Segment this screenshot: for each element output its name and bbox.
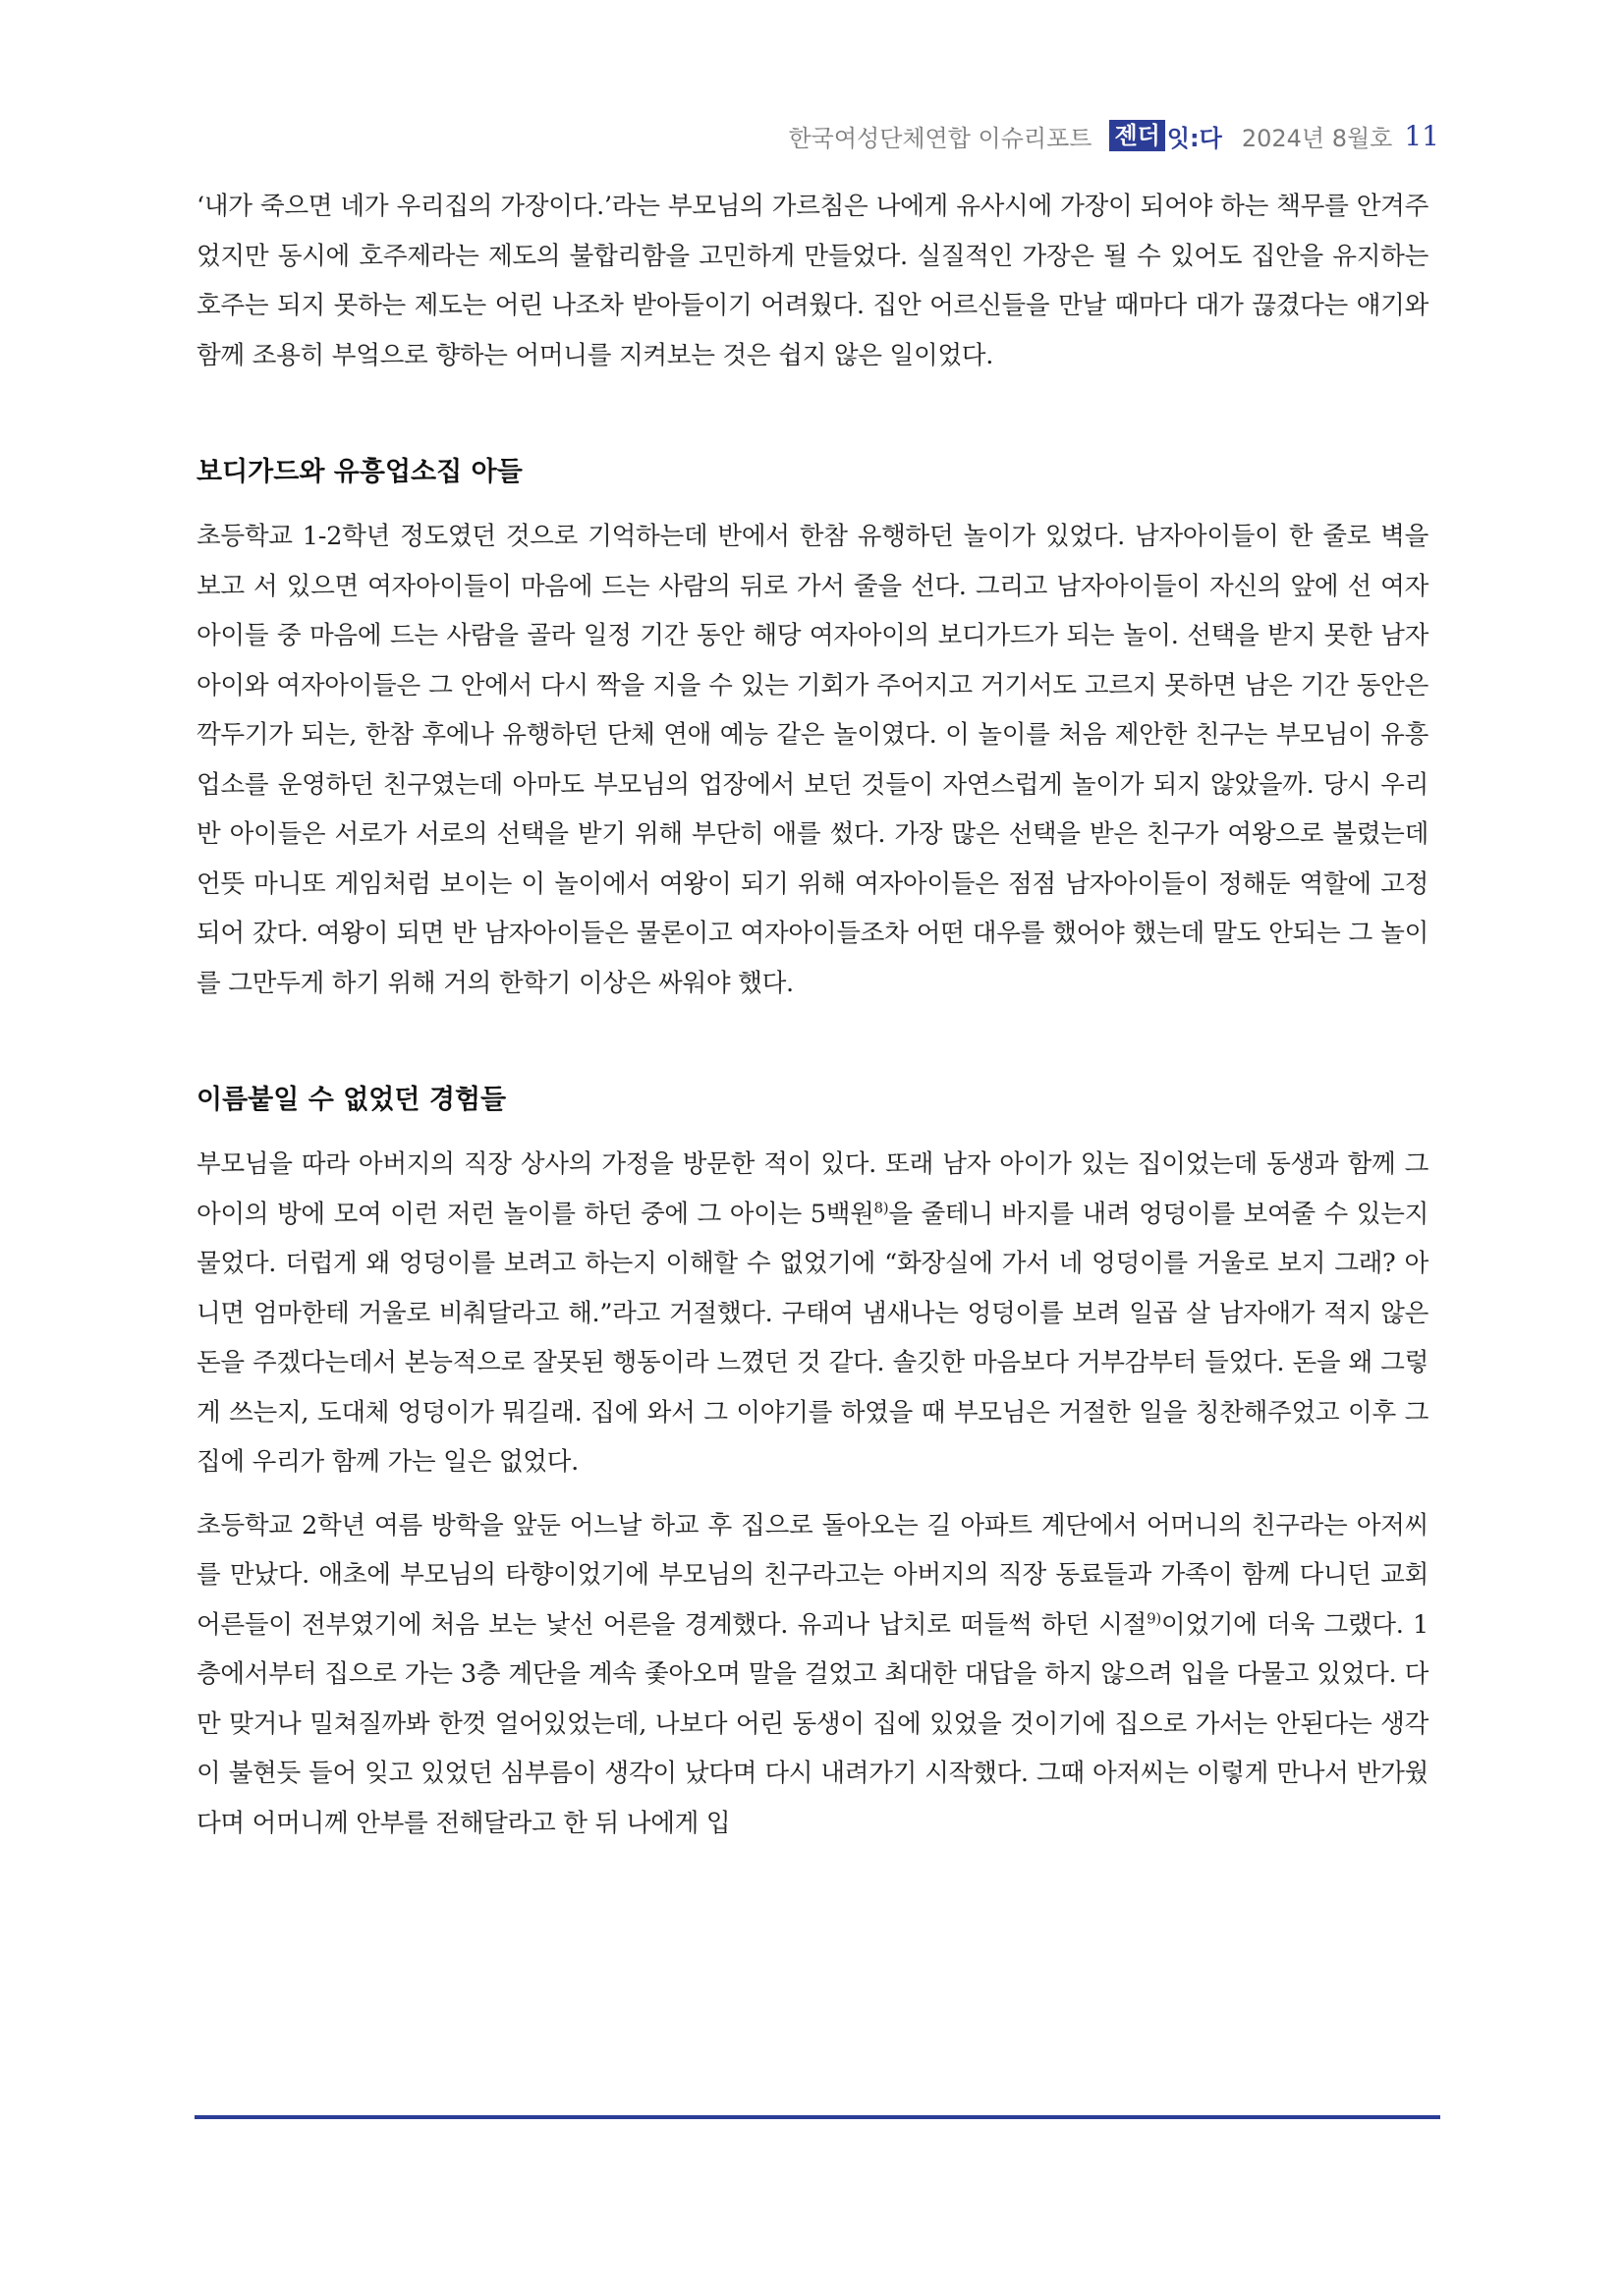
section-heading-bodyguard: 보디가드와 유흥업소집 아들 xyxy=(196,457,523,487)
article-body xyxy=(196,182,1428,1848)
brand-logo xyxy=(1109,119,1221,153)
paragraph-spacer xyxy=(196,1487,1428,1501)
footnote-ref-8[interactable]: 8) xyxy=(873,1198,889,1216)
heading-spacer xyxy=(196,1125,1428,1140)
page-header xyxy=(788,110,1439,161)
section-spacer xyxy=(196,380,1428,448)
issue-date: 2024년 8월호 xyxy=(1241,124,1393,152)
heading-spacer xyxy=(196,497,1428,512)
intro-paragraph: ‘내가 죽으면 네가 우리집의 가장이다.’라는 부모님의 가르침은 나에게 유사시에 가장이 되어야 하는 책무를 안겨주었지만 동시에 호주제라는 제도의 불합리함을 고민하게 만들었다. 실질적인 가장은 될 수 있어도 집안을 유지하는 호주는 되지 못하는 제도는 어린 나조차 받아들이기 어려웠다. 집안 어르신들을 만날 때마다 대가 끊겼다는 얘기와 함께 조용히 부엌으로 향하는 어머니를 지켜보는 것은 쉽지 않은 일이었다. xyxy=(196,192,1428,370)
paragraph-text: 초등학교 2학년 여름 방학을 앞둔 어느날 하교 후 집으로 돌아오는 길 아파트 계단에서 어머니의 친구라는 아저씨를 만났다. 애초에 부모님의 타향이었기에 부모님의 친구라고는 아버지의 직장 동료들과 가족이 함께 다니던 교회 어른들이 전부였기에 처음 보는 낯선 어른을 경계했다. 유괴나 납치로 떠들썩 하던 시절 xyxy=(196,1510,1428,1640)
paragraph-text: 이었기에 더욱 그랬다. 1층에서부터 집으로 가는 3층 계단을 계속 좇아오며 말을 걸었고 최대한 대답을 하지 않으려 입을 다물고 있었다. 다만 맞거나 밀쳐질까봐 한껏 얼어있었는데, 나보다 어린 동생이 집에 있었을 것이기에 집으로 가서는 안된다는 생각이 불현듯 들어 잊고 있었던 심부름이 생각이 났다며 다시 내려가기 시작했다. 그때 아저씨는 이렇게 만나서 반가웠다며 어머니께 안부를 전해달라고 한 뒤 나에게 입 xyxy=(196,1609,1429,1838)
brand-logo-box: 젠더 xyxy=(1109,120,1164,151)
section-heading-unnamed-experiences: 이름붙일 수 없었던 경험들 xyxy=(196,1085,507,1115)
paragraph-text: 부모님을 따라 아버지의 직장 상사의 가정을 방문한 적이 있다. 또래 남자 아이가 있는 집이었는데 동생과 함께 그 아이의 방에 모여 이런 저런 놀이를 하던 중에 그 아이는 5백원 xyxy=(196,1149,1428,1229)
experience-paragraph-1 xyxy=(196,1140,1428,1487)
header-organization: 한국여성단체연합 이슈리포트 xyxy=(788,124,1092,152)
brand-logo-text: 잇:다 xyxy=(1166,124,1222,152)
footer-divider xyxy=(195,2115,1440,2119)
section-spacer xyxy=(196,1008,1428,1076)
footnote-ref-9[interactable]: 9) xyxy=(1147,1608,1161,1627)
bodyguard-paragraph: 초등학교 1-2학년 정도였던 것으로 기억하는데 반에서 한참 유행하던 놀이가 있었다. 남자아이들이 한 줄로 벽을 보고 서 있으면 여자아이들이 마음에 드는 사람의 뒤로 가서 줄을 선다. 그리고 남자아이들이 자신의 앞에 선 여자아이들 중 마음에 드는 사람을 골라 일정 기간 동안 해당 여자아이의 보디가드가 되는 놀이. 선택을 받지 못한 남자아이와 여자아이들은 그 안에서 다시 짝을 지을 수 있는 기회가 주어지고 거기서도 고르지 못하면 남은 기간 동안은 깍두기가 되는, 한참 후에나 유행하던 단체 연애 예능 같은 놀이였다. 이 놀이를 처음 제안한 친구는 부모님이 유흥업소를 운영하던 친구였는데 아마도 부모님의 업장에서 보던 것들이 자연스럽게 놀이가 되지 않았을까. 당시 우리반 아이들은 서로가 서로의 선택을 받기 위해 부단히 애를 썼다. 가장 많은 선택을 받은 친구가 여왕으로 불렸는데 언뜻 마니또 게임처럼 보이는 이 놀이에서 여왕이 되기 위해 여자아이들은 점점 남자아이들이 정해둔 역할에 고정되어 갔다. 여왕이 되면 반 남자아이들은 물론이고 여자아이들조차 어떤 대우를 했어야 했는데 말도 안되는 그 놀이를 그만두게 하기 위해 거의 한학기 이상은 싸워야 했다. xyxy=(196,522,1428,998)
paragraph-text: 을 줄테니 바지를 내려 엉덩이를 보여줄 수 있는지 물었다. 더럽게 왜 엉덩이를 보려고 하는지 이해할 수 없었기에 “화장실에 가서 네 엉덩이를 거울로 보지 그래? 아니면 엄마한테 거울로 비춰달라고 해.”라고 거절했다. 구태여 냄새나는 엉덩이를 보려 일곱 살 남자애가 적지 않은 돈을 주겠다는데서 본능적으로 잘못된 행동이라 느꼈던 것 같다. 솔깃한 마음보다 거부감부터 들었다. 돈을 왜 그렇게 쓰는지, 도대체 엉덩이가 뭐길래. 집에 와서 그 이야기를 하였을 때 부모님은 거절한 일을 칭찬해주었고 이후 그 집에 우리가 함께 가는 일은 없었다. xyxy=(196,1199,1428,1477)
experience-paragraph-2 xyxy=(196,1501,1428,1849)
page-number: 11 xyxy=(1404,119,1439,152)
